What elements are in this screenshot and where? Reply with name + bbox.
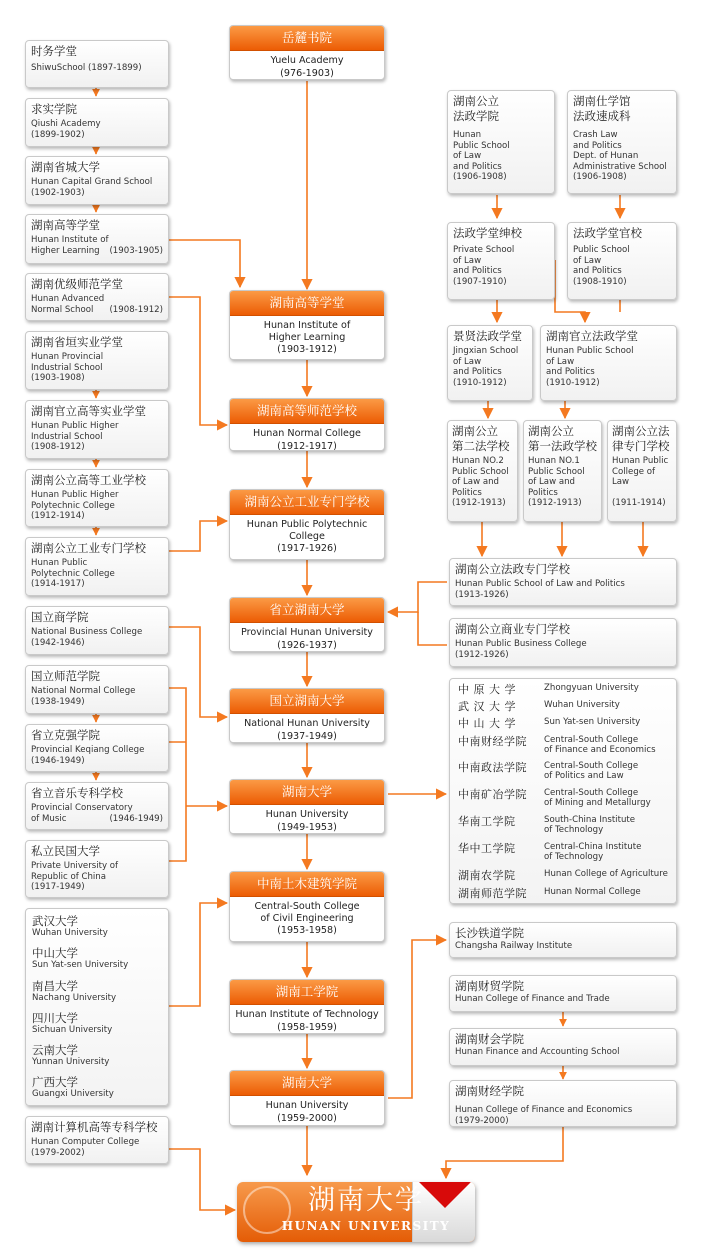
node-title: 湖南高等学堂 — [230, 291, 384, 316]
node-public-business-college — [449, 618, 677, 667]
arrow-gongye — [169, 521, 227, 551]
node-years: (1914-1917) — [31, 579, 85, 589]
node-years: (1912-1913) — [528, 498, 582, 508]
list-item — [32, 1043, 109, 1067]
node-hunan-university-1949 — [229, 779, 385, 834]
node-english: Private University of Republic of China — [31, 861, 119, 882]
node-english: Central-South College of Civil Engineering — [254, 901, 360, 924]
arrow-to-railway — [388, 940, 446, 1098]
merged-zh: 中 山 大 学 — [458, 717, 516, 730]
list-item — [32, 914, 108, 938]
list-item — [458, 761, 672, 781]
merged-en: Sun Yat-sen University — [544, 717, 641, 727]
arrow-shifan — [169, 688, 186, 861]
node-shiwu-school — [25, 40, 169, 88]
merged-zh: 中南矿冶学院 — [458, 788, 527, 801]
node-hunan-institute-technology — [229, 979, 385, 1034]
node-english: Hunan College of Finance and Trade — [455, 994, 610, 1004]
merged-zh: 华中工学院 — [458, 842, 516, 855]
node-english: Hunan University — [265, 809, 349, 820]
node-public-law-politics-college — [449, 558, 677, 606]
node-years: (1937-1949) — [277, 730, 337, 742]
merged-en: Central-China Institute of Technology — [544, 842, 642, 862]
node-title: 中南土木建筑学院 — [230, 872, 384, 897]
node-public-higher-polytechnic — [25, 469, 169, 527]
node-years: (1908-1910) — [573, 276, 627, 287]
merged-zh: 中南政法学院 — [458, 761, 527, 774]
node-provincial-hunan-university — [229, 597, 385, 652]
univ-en: Yunnan University — [32, 1057, 110, 1067]
list-item — [32, 979, 116, 1003]
node-title: 湖南工学院 — [230, 980, 384, 1005]
logo-english: HUNAN UNIVERSITY — [281, 1219, 451, 1233]
node-english: Hunan Public Polytechnic College — [31, 558, 115, 579]
node-private-university-roc — [25, 840, 169, 898]
node-conservatory-of-music — [25, 782, 169, 830]
node-english: Hunan Institute of Technology — [235, 1009, 379, 1020]
node-title: 湖南省城大学 — [31, 160, 100, 174]
node-years: (1910-1912) — [546, 377, 600, 388]
node-title: 省立音乐专科学校 — [31, 786, 123, 800]
node-central-south-civil-engineering — [229, 871, 385, 942]
node-years: (1912-1926) — [455, 649, 509, 660]
node-english: Hunan Public School of Law and Politics — [546, 346, 634, 377]
node-public-law-school — [567, 222, 677, 300]
node-title: 长沙铁道学院 — [455, 926, 524, 940]
list-item — [458, 815, 672, 835]
node-years: (1942-1946) — [31, 637, 85, 648]
node-english: Hunan Capital Grand School — [31, 177, 153, 187]
node-title: 法政学堂官校 — [573, 226, 642, 240]
node-english: Hunan NO.2 Public School of Law and Politics — [452, 456, 509, 498]
node-years: (1953-1958) — [277, 925, 337, 936]
node-english: Hunan Advanced — [31, 294, 105, 304]
node-qiushi-academy — [25, 98, 169, 147]
node-years: (1908-1912) — [31, 442, 85, 452]
node-title: 湖南官立法政学堂 — [546, 329, 638, 343]
node-english: National Normal College — [31, 686, 136, 696]
node-english: Hunan Computer College — [31, 1137, 140, 1147]
merged-zh: 武 汉 大 学 — [458, 700, 516, 713]
node-title: 时务学堂 — [31, 44, 77, 58]
node-public-higher-industrial — [25, 400, 169, 459]
node-english: Yuelu Academy — [270, 55, 344, 66]
univ-en: Wuhan University — [32, 928, 108, 938]
node-title: 湖南公立工业专门学校 — [230, 490, 384, 515]
node-english: Hunan Public Business College — [455, 639, 587, 649]
node-english: Hunan University — [265, 1100, 349, 1111]
node-national-business-college — [25, 606, 169, 655]
node-capital-grand-school — [25, 156, 169, 205]
node-hunan-institute-higher-learning — [229, 290, 385, 360]
univ-zh: 广西大学 — [32, 1075, 78, 1089]
node-english: Changsha Railway Institute — [455, 941, 573, 951]
merged-en: Wuhan University — [544, 700, 620, 710]
node-years: (976-1903) — [280, 67, 334, 79]
node-title: 湖南高等师范学校 — [230, 399, 384, 424]
node-title: 省立湖南大学 — [230, 598, 384, 623]
node-years: (1908-1912) — [109, 304, 163, 315]
node-universities-list — [25, 908, 169, 1106]
node-years: (1926-1937) — [277, 639, 337, 651]
univ-zh: 武汉大学 — [32, 914, 78, 928]
node-english: National Business College — [31, 627, 143, 637]
node-english: Hunan NO.1 Public School of Law and Politics — [528, 456, 585, 498]
node-years: (1979-2000) — [455, 1115, 509, 1126]
node-title: 湖南财贸学院 — [455, 979, 524, 993]
node-english: Provincial Conservatory — [31, 803, 133, 813]
node-title: 私立民国大学 — [31, 844, 100, 858]
node-national-hunan-university — [229, 688, 385, 743]
node-title: 湖南官立高等实业学堂 — [31, 404, 146, 418]
node-years: (1907-1910) — [453, 276, 507, 287]
node-title: 湖南大学 — [230, 780, 384, 805]
node-english: Provincial Hunan University — [241, 627, 373, 638]
univ-zh: 四川大学 — [32, 1011, 78, 1025]
node-years: (1903-1912) — [277, 344, 337, 355]
univ-en: Guangxi University — [32, 1089, 114, 1099]
merged-en: Hunan Normal College — [544, 887, 641, 897]
node-merged-institutions — [449, 678, 677, 904]
node-english: Hunan Normal College — [253, 428, 361, 439]
node-english: Qiushi Academy — [31, 119, 101, 129]
node-title: 法政学堂绅校 — [453, 226, 522, 240]
hunan-university-logo — [237, 1182, 475, 1242]
node-english-line2: Normal School — [31, 304, 94, 315]
node-jingxian-law-school — [447, 325, 533, 401]
node-title: 景贤法政学堂 — [453, 329, 522, 343]
node-title: 湖南公立 法政学院 — [453, 94, 499, 123]
node-english: Private School of Law and Politics — [453, 245, 515, 276]
node-hunan-official-law-school — [540, 325, 677, 401]
univ-zh: 云南大学 — [32, 1043, 78, 1057]
univ-zh: 南昌大学 — [32, 979, 78, 993]
arrow-business-to-center — [418, 612, 447, 645]
node-years: (1911-1914) — [612, 497, 666, 508]
list-item — [458, 869, 672, 882]
node-title: 湖南公立商业专门学校 — [455, 622, 570, 636]
node-yuelu-academy — [229, 25, 385, 80]
node-title: 湖南公立 第一法政学校 — [528, 424, 597, 453]
node-english-line2: Higher Learning — [31, 245, 100, 256]
merged-en: Central-South College of Mining and Metallurgy — [544, 788, 651, 808]
univ-zh: 中山大学 — [32, 946, 78, 960]
arrow-computer — [169, 1149, 235, 1210]
node-law-school-public — [447, 90, 555, 194]
node-title: 湖南公立法 律专门学校 — [612, 424, 670, 453]
node-title: 求实学院 — [31, 102, 77, 116]
arrow-univs — [169, 903, 227, 1006]
univ-en: Sun Yat-sen University — [32, 960, 129, 970]
node-years: (1902-1903) — [31, 187, 85, 198]
node-no1-law-school — [523, 420, 602, 522]
node-finance-accounting-school — [449, 1028, 677, 1066]
node-years: (1979-2002) — [31, 1147, 85, 1158]
node-keqiang-college — [25, 724, 169, 772]
node-english: Hunan Institute of Higher Learning — [263, 320, 351, 343]
node-provincial-industrial-school — [25, 331, 169, 390]
merged-zh: 湖南师范学院 — [458, 887, 527, 900]
node-english: Hunan Public School of Law and Politics — [455, 579, 625, 589]
list-item — [458, 788, 672, 808]
node-title: 湖南优级师范学堂 — [31, 277, 123, 291]
merged-en: Hunan College of Agriculture — [544, 869, 668, 879]
node-hunan-normal-college — [229, 398, 385, 451]
list-item — [458, 887, 672, 900]
node-computer-college — [25, 1116, 169, 1164]
merged-zh: 湖南农学院 — [458, 869, 516, 882]
list-item — [32, 946, 128, 970]
list-item — [458, 700, 672, 713]
node-years: (1913-1926) — [455, 589, 509, 600]
merged-en: Zhongyuan University — [544, 683, 639, 693]
node-english-line2: of Music — [31, 813, 67, 824]
node-years: (1917-1926) — [277, 543, 337, 554]
node-english: Hunan Finance and Accounting School — [455, 1047, 620, 1057]
node-title: 湖南公立法政专门学校 — [455, 562, 570, 576]
node-college-finance-trade — [449, 975, 677, 1012]
list-item — [32, 1011, 112, 1035]
node-title: 国立湖南大学 — [230, 689, 384, 714]
node-english: Hunan College of Finance and Economics — [455, 1105, 633, 1115]
node-title: 湖南大学 — [230, 1071, 384, 1096]
arrow-gaotang — [169, 240, 240, 287]
node-hunan-public-polytechnic — [229, 489, 385, 560]
node-years: (1906-1908) — [453, 172, 507, 182]
arrow-shangxue — [169, 627, 227, 717]
node-years: (1903-1908) — [31, 373, 85, 383]
node-english: Hunan Public Polytechnic College — [246, 519, 368, 542]
node-crash-law-dept — [567, 90, 677, 194]
node-title: 湖南仕学馆 法政速成科 — [573, 94, 631, 123]
node-english: Hunan Public Higher Industrial School — [31, 421, 119, 442]
node-english: National Hunan University — [244, 718, 370, 729]
node-title: 湖南财经学院 — [455, 1084, 524, 1098]
univ-en: Nachang University — [32, 993, 117, 1003]
node-national-normal-college — [25, 665, 169, 714]
node-title: 湖南公立工业专门学校 — [31, 541, 146, 555]
node-english: Hunan Institute of — [31, 235, 109, 245]
merged-zh: 华南工学院 — [458, 815, 516, 828]
node-years: (1912-1914) — [31, 511, 85, 521]
list-item — [458, 735, 672, 755]
node-english: Crash Law and Politics Dept. of Hunan Administrative School — [573, 130, 667, 172]
node-years: (1912-1913) — [452, 498, 506, 508]
node-english: Jingxian School of Law and Politics — [453, 346, 519, 377]
merged-zh: 中南财经学院 — [458, 735, 527, 748]
node-title: 国立商学院 — [31, 610, 89, 624]
node-english: ShiwuSchool (1897-1899) — [31, 63, 142, 73]
list-item — [458, 842, 672, 862]
node-public-polytechnic-1914 — [25, 537, 169, 596]
node-public-law-college — [607, 420, 677, 522]
node-title: 国立师范学院 — [31, 669, 100, 683]
node-title: 湖南省垣实业学堂 — [31, 335, 123, 349]
node-years: (1910-1912) — [453, 377, 507, 388]
node-hunan-university-1959 — [229, 1070, 385, 1126]
node-title: 湖南财会学院 — [455, 1032, 524, 1046]
node-years: (1903-1905) — [109, 245, 163, 256]
node-no2-law-school — [447, 420, 518, 522]
node-years: (1959-2000) — [277, 1112, 337, 1124]
merged-zh: 中 原 大 学 — [458, 683, 516, 696]
node-english: Public School of Law and Politics — [573, 245, 630, 276]
node-years: (1938-1949) — [31, 696, 85, 707]
node-years: (1917-1949) — [31, 882, 85, 892]
list-item — [458, 683, 672, 696]
list-item — [458, 717, 672, 730]
node-title: 省立克强学院 — [31, 728, 100, 742]
univ-en: Sichuan University — [32, 1025, 113, 1035]
node-years: (1946-1949) — [109, 813, 163, 824]
node-years: (1946-1949) — [31, 755, 85, 766]
node-title: 湖南公立 第二法学校 — [452, 424, 510, 453]
node-advanced-normal-school — [25, 273, 169, 321]
node-english: Hunan Provincial Industrial School — [31, 352, 104, 373]
node-title: 湖南计算机高等专科学校 — [31, 1120, 158, 1134]
node-title: 湖南公立高等工业学校 — [31, 473, 146, 487]
arrow-youji — [169, 297, 227, 425]
node-years: (1906-1908) — [573, 172, 627, 182]
arrow-law-to-center — [388, 582, 447, 612]
list-item — [32, 1075, 114, 1099]
node-title: 岳麓书院 — [230, 26, 384, 51]
node-english: Hunan Public School of Law and Politics — [453, 130, 510, 172]
node-english: Hunan Public Higher Polytechnic College — [31, 490, 119, 511]
node-years: (1899-1902) — [31, 129, 85, 140]
node-english: Hunan Public College of Law — [612, 456, 669, 487]
node-years: (1958-1959) — [277, 1021, 337, 1033]
logo-chinese: 湖南大学 — [308, 1185, 424, 1216]
node-private-law-school — [447, 222, 555, 300]
node-english: Provincial Keqiang College — [31, 745, 145, 755]
node-years: (1949-1953) — [277, 821, 337, 833]
node-title: 湖南高等学堂 — [31, 218, 100, 232]
arrow-fin-to-logo — [446, 1127, 563, 1178]
merged-en: South-China Institute of Technology — [544, 815, 636, 835]
node-hunan-gaodeng-xuetang — [25, 214, 169, 264]
merged-en: Central-South College of Finance and Economics — [544, 735, 656, 755]
node-years: (1912-1917) — [277, 440, 337, 451]
node-changsha-railway-institute — [449, 922, 677, 958]
merged-en: Central-South College of Politics and Law — [544, 761, 639, 781]
node-college-finance-economics — [449, 1080, 677, 1127]
